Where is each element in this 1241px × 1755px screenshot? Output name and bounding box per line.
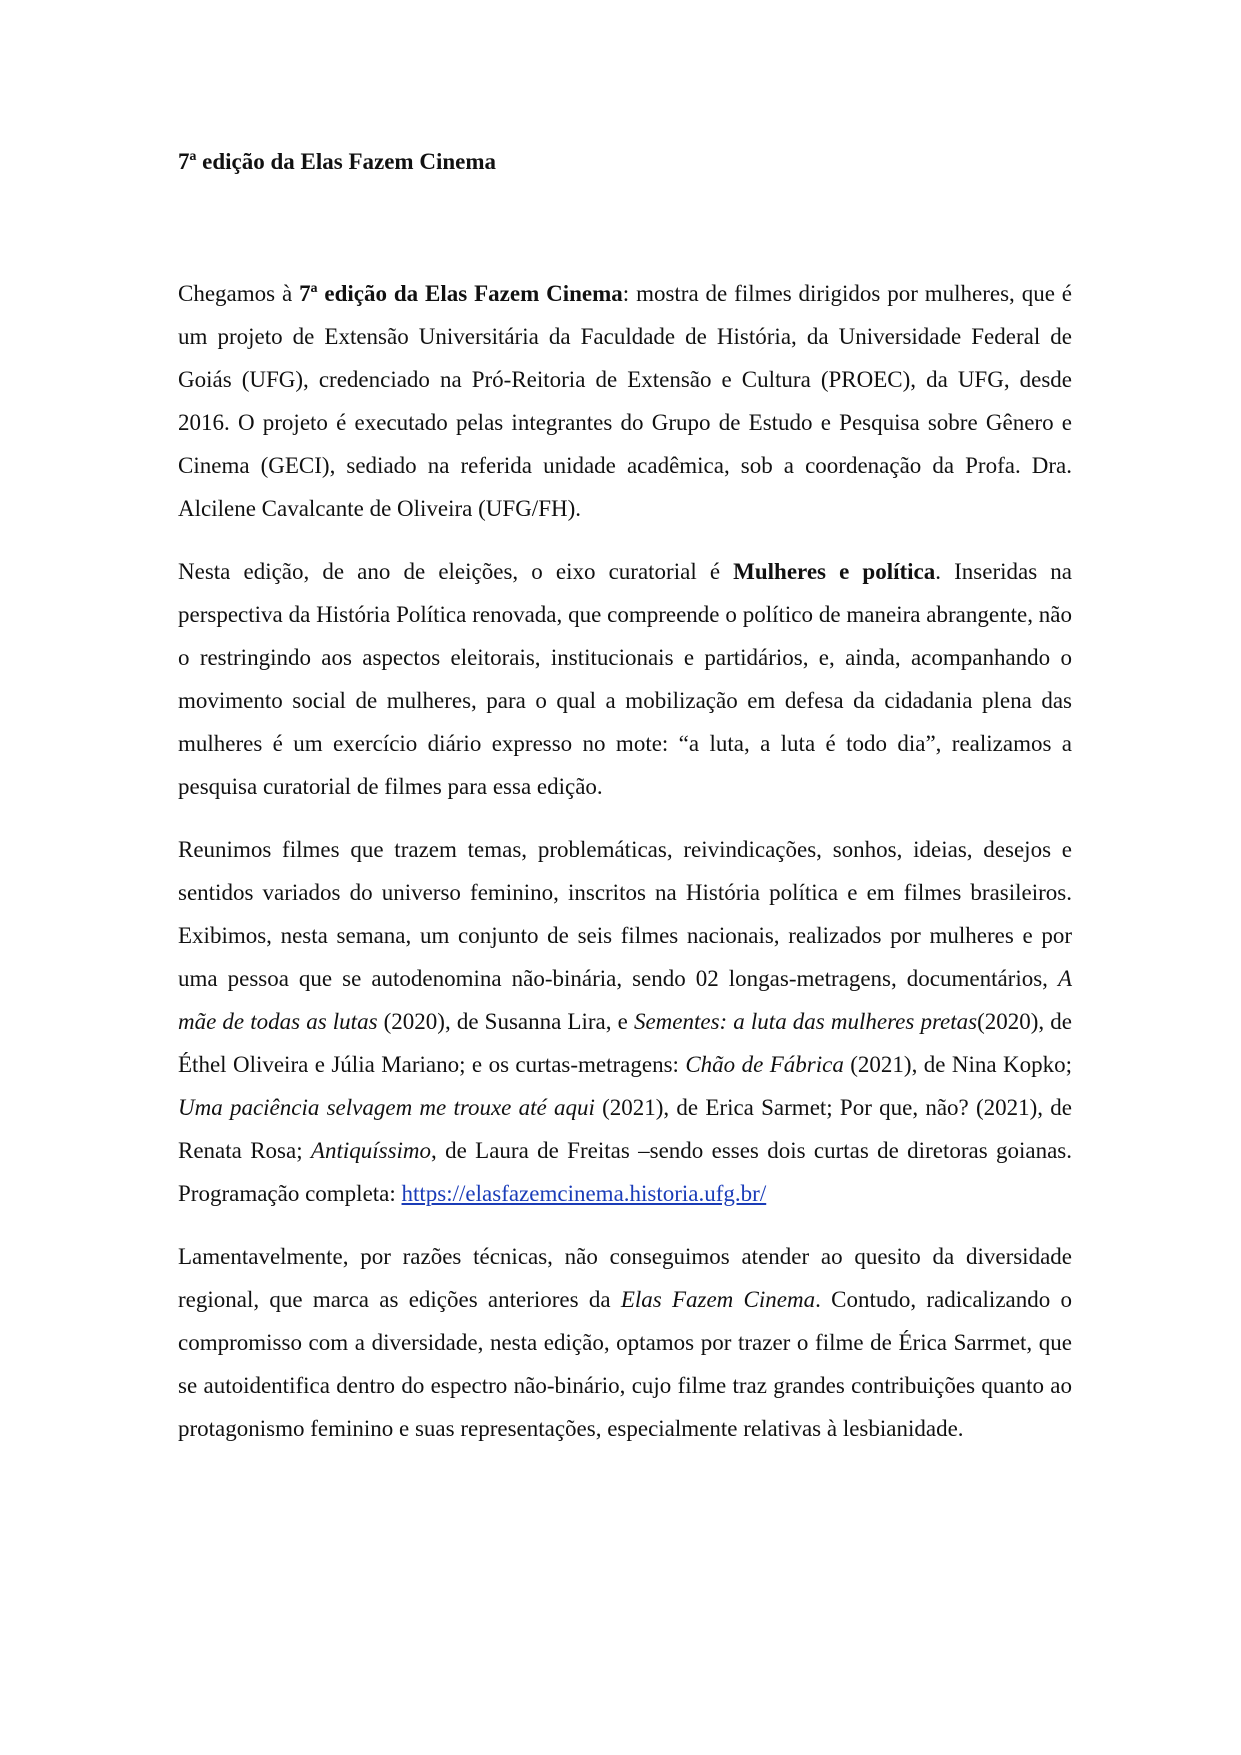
paragraph-intro — [178, 272, 1072, 530]
event-name: Elas Fazem Cinema — [620, 1287, 816, 1312]
film-title: Sementes: a luta das mulheres pretas — [633, 1009, 978, 1034]
paragraph-text: Lamentavelmente, por razões técnicas, não conseguimos atender ao quesito da diversidade regional, que marca as edições anteriores da — [178, 1244, 1072, 1312]
program-link[interactable]: https://elasfazemcinema.historia.ufg.br/ — [401, 1181, 767, 1206]
paragraph-text: . Contudo, radicalizando o compromisso com a diversidade, nesta edição, optamos por trazer o filme de Érica Sarrmet, que se autoidentifica dentro do espectro não-binário, cujo filme traz grandes contribuições quanto ao protagonismo feminino e suas representações, especialmente relativas à lesbianidade. — [178, 1287, 1072, 1441]
paragraph-films — [178, 828, 1072, 1215]
film-title: Uma paciência selvagem me trouxe até aqui — [178, 1095, 595, 1120]
film-title: A mãe de todas as lutas — [178, 966, 1072, 1034]
document-body — [178, 272, 1072, 1470]
film-title: Antiquíssimo — [310, 1138, 432, 1163]
paragraph-text: : mostra de filmes dirigidos por mulheres, que é um projeto de Extensão Universitária da Faculdade de História, da Universidade Federal de Goiás (UFG), credenciado na Pró-Reitoria de Extensão e Cultura (PROEC), da UFG, desde 2016. O projeto é executado pelas integrantes do Grupo de Estudo e Pesquisa sobre Gênero e Cinema (GECI), sediado na referida unidade acadêmica, sob a coordenação da Profa. Dra. Alcilene Cavalcante de Oliveira (UFG/FH). — [178, 281, 1072, 521]
document-title: 7ª edição da Elas Fazem Cinema — [178, 149, 497, 174]
emphasis-theme: Mulheres e política — [733, 559, 936, 584]
paragraph-text: Nesta edição, de ano de eleições, o eixo curatorial é — [178, 559, 734, 584]
paragraph-text: (2020), de Susanna Lira, e — [377, 1009, 634, 1034]
paragraph-text: , de Laura de Freitas –sendo esses dois curtas de diretoras goianas. Programação completa: — [178, 1138, 1072, 1206]
paragraph-text: Reunimos filmes que trazem temas, problemáticas, reivindicações, sonhos, ideias, desejos e sentidos variados do universo feminino, inscritos na História política e em filmes brasileiros. Exibimos, nesta semana, um conjunto de seis filmes nacionais, realizados por mulheres e por uma pessoa que se autodenomina não-binária, sendo 02 longas-metragens, documentários, — [178, 837, 1072, 991]
paragraph-text: (2021), de Erica Sarmet; Por que, não? (2021), de Renata Rosa; — [178, 1095, 1072, 1163]
paragraph-text: (2021), de Nina Kopko; — [843, 1052, 1072, 1077]
film-title: Chão de Fábrica — [685, 1052, 844, 1077]
paragraph-text: . Inseridas na perspectiva da História Política renovada, que compreende o político de maneira abrangente, não o restringindo aos aspectos eleitorais, institucionais e partidários, e, ainda, acompanhando o movimento social de mulheres, para o qual a mobilização em defesa da cidadania plena das mulheres é um exercício diário expresso no mote: “a luta, a luta é todo dia”, realizamos a pesquisa curatorial de filmes para essa edição. — [178, 559, 1072, 799]
paragraph-curatorial-axis — [178, 550, 1072, 808]
paragraph-text: Chegamos à — [178, 281, 300, 306]
paragraph-diversity — [178, 1235, 1072, 1450]
emphasis-edition: 7ª edição da Elas Fazem Cinema — [299, 281, 623, 306]
paragraph-text: (2020), de Éthel Oliveira e Júlia Mariano; e os curtas-metragens: — [178, 1009, 1073, 1077]
